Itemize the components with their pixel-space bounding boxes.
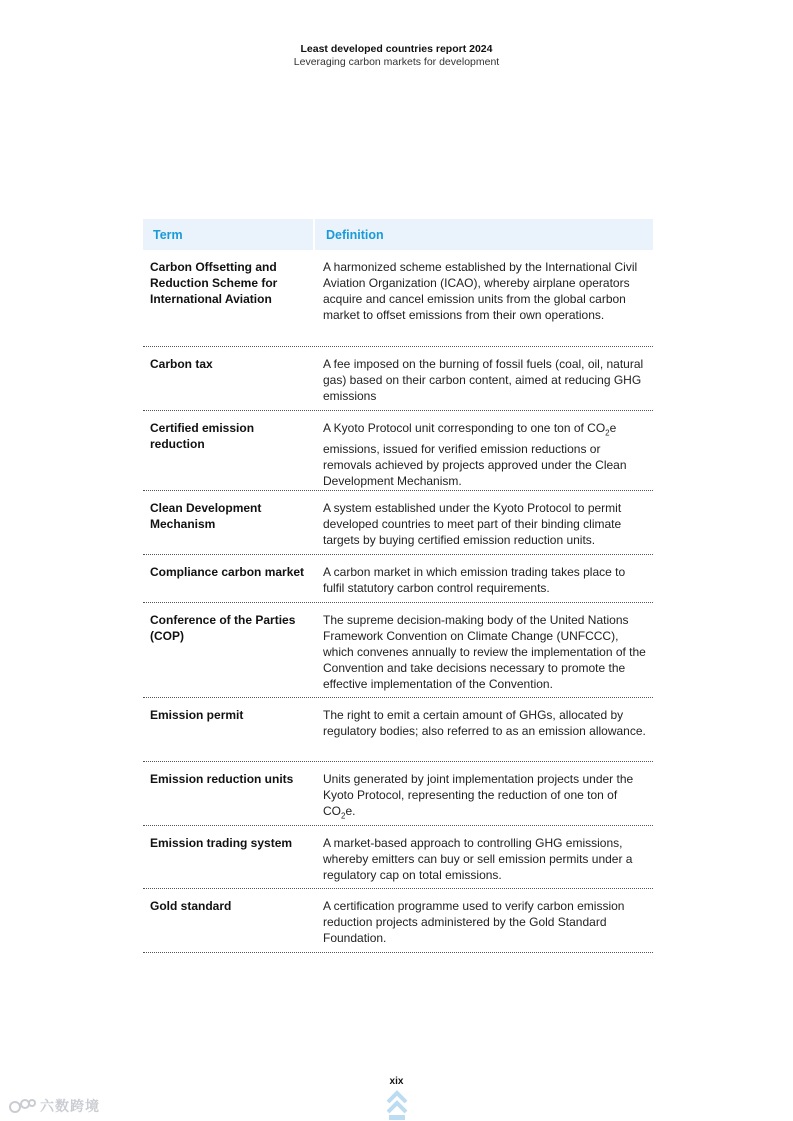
term-cell: Emission permit <box>150 708 244 722</box>
table-row <box>143 411 653 491</box>
definition-cell <box>317 771 653 819</box>
definition-text: e emissions, issued for verified emission reductions or removals achieved by projects approved under the Clean Development Mechanism. <box>323 421 627 489</box>
subscript: 2 <box>341 811 346 821</box>
definition-cell: A harmonized scheme established by the International Civil Aviation Organization (ICAO), whereby airplane operators acquire and cancel emission units from the global carbon market to offset emissions from their own operations. <box>323 260 638 322</box>
definition-cell: The right to emit a certain amount of GHGs, allocated by regulatory bodies; also referred to as an emission allowance. <box>323 708 646 738</box>
table-row <box>143 347 653 411</box>
term-cell: Compliance carbon market <box>150 565 305 579</box>
table-row <box>143 698 653 762</box>
table-row <box>143 762 653 826</box>
definition-cell <box>317 420 653 489</box>
term-cell: Gold standard <box>150 899 232 913</box>
definition-cell: The supreme decision-making body of the United Nations Framework Convention on Climate Change (UNFCCC), which convenes annually to review the implementation of the Convention and take decisions necessary to promote the effective implementation of the Convention. <box>323 613 646 691</box>
table-row <box>143 491 653 555</box>
definition-cell: A certification programme used to verify carbon emission reduction projects administered by the Gold Standard Foundation. <box>323 899 625 945</box>
definition-cell: A system established under the Kyoto Protocol to permit developed countries to meet part of their binding climate targets by buying certified emission reduction units. <box>323 501 622 547</box>
term-column-header: Term <box>143 219 315 250</box>
running-header <box>0 43 793 69</box>
term-cell: Conference of the Parties (COP) <box>150 613 296 643</box>
watermark-logo-icon <box>8 1098 36 1114</box>
page-number: xix <box>389 1076 404 1087</box>
definition-text: Units generated by joint implementation projects under the Kyoto Protocol, representing the reduction of one ton of CO <box>323 772 634 818</box>
table-row <box>143 826 653 889</box>
term-cell: Certified emission reduction <box>150 421 255 451</box>
table-row <box>143 555 653 603</box>
subscript: 2 <box>605 428 610 438</box>
definition-cell: A carbon market in which emission trading takes place to fulfil statutory carbon control requirements. <box>323 565 626 595</box>
report-subtitle: Leveraging carbon markets for development <box>293 56 500 68</box>
term-cell: Emission reduction units <box>150 772 294 786</box>
definition-cell: A fee imposed on the burning of fossil fuels (coal, oil, natural gas) based on their carbon content, aimed at reducing GHG emissions <box>323 357 644 403</box>
definition-text: A Kyoto Protocol unit corresponding to one ton of CO <box>323 421 606 435</box>
table-row <box>143 250 653 347</box>
glossary-table <box>143 219 653 953</box>
scroll-up-chevron-icon <box>386 1090 408 1120</box>
term-cell: Emission trading system <box>150 836 293 850</box>
watermark-text: 六数跨境 <box>40 1098 100 1114</box>
term-cell: Clean Development Mechanism <box>150 501 262 531</box>
definition-cell: A market-based approach to controlling GHG emissions, whereby emitters can buy or sell emission permits under a regulatory cap on total emissions. <box>323 836 633 882</box>
table-row <box>143 889 653 953</box>
table-header <box>143 219 653 250</box>
term-cell: Carbon Offsetting and Reduction Scheme for International Aviation <box>150 260 278 306</box>
definition-column-header: Definition <box>326 227 384 242</box>
term-cell: Carbon tax <box>150 357 213 371</box>
definition-text: e. <box>345 804 356 818</box>
table-row <box>143 603 653 698</box>
watermark <box>8 1096 100 1116</box>
report-title: Least developed countries report 2024 <box>300 43 493 55</box>
